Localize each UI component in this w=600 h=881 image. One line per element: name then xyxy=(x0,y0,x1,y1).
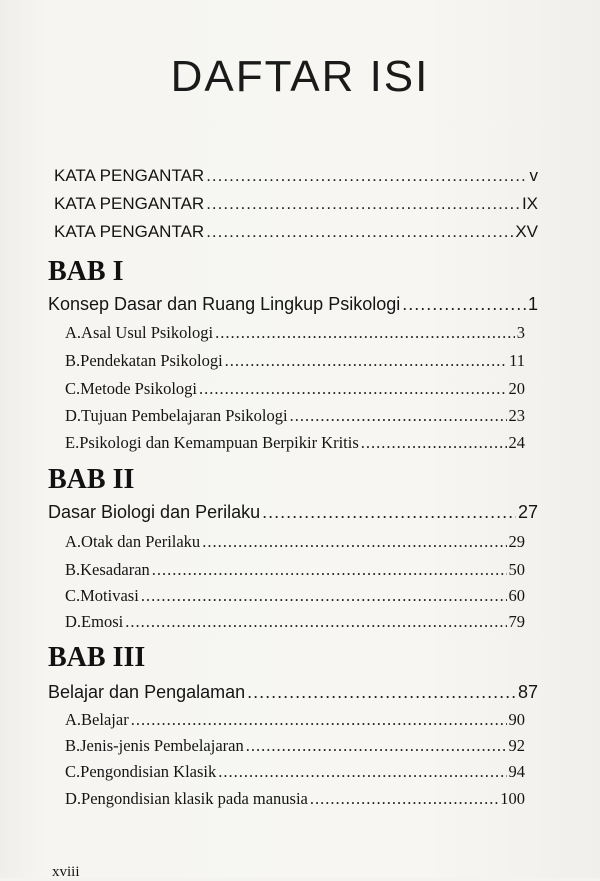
toc-entry-chapter[interactable] xyxy=(48,294,538,315)
toc-entry-label: Belajar xyxy=(81,710,129,729)
toc-entry-front[interactable] xyxy=(54,194,538,214)
toc-entry-label: KATA PENGANTAR xyxy=(54,166,205,185)
toc-entry-label: Pengondisian klasik pada manusia xyxy=(81,789,308,808)
toc-page-number: 3 xyxy=(516,323,525,342)
toc-page-number: 27 xyxy=(517,502,538,522)
dot-leader xyxy=(152,560,507,580)
toc-entry-label: Pengondisian Klasik xyxy=(80,762,217,781)
dot-leader xyxy=(290,406,507,426)
toc-page-number: 50 xyxy=(508,560,525,579)
toc-entry-section[interactable] xyxy=(65,323,525,343)
dot-leader xyxy=(125,612,506,632)
toc-entry-label: Pendekatan Psikologi xyxy=(80,351,223,370)
dot-leader xyxy=(141,586,507,606)
section-letter: C. xyxy=(65,762,81,781)
page-title: DAFTAR ISI xyxy=(170,52,430,101)
toc-page-number: 23 xyxy=(508,406,525,425)
toc-entry-label: Metode Psikologi xyxy=(80,379,198,398)
dot-leader xyxy=(215,323,515,343)
toc-entry-label: KATA PENGANTAR xyxy=(54,222,205,241)
dot-leader xyxy=(206,194,520,214)
toc-page-number: 92 xyxy=(508,736,525,755)
chapter-heading: BAB III xyxy=(48,642,146,673)
toc-page-number: 60 xyxy=(508,586,525,605)
toc-entry-label: Kesadaran xyxy=(80,560,150,579)
dot-leader xyxy=(131,710,507,730)
dot-leader xyxy=(247,682,516,703)
dot-leader xyxy=(246,736,507,756)
toc-entry-section[interactable] xyxy=(65,351,525,371)
toc-entry-label: Psikologi dan Kemampuan Berpikir Kritis xyxy=(79,433,359,452)
toc-entry-label: KATA PENGANTAR xyxy=(54,194,205,213)
toc-entry-label: Jenis-jenis Pembelajaran xyxy=(80,736,244,755)
dot-leader xyxy=(310,789,498,809)
toc-entry-section[interactable] xyxy=(65,789,525,809)
toc-entry-label: Konsep Dasar dan Ruang Lingkup Psikologi xyxy=(48,294,401,314)
chapter-heading: BAB I xyxy=(48,256,124,287)
toc-page-number: v xyxy=(529,166,538,185)
toc-entry-label: Belajar dan Pengalaman xyxy=(48,682,246,702)
toc-entry-label: Otak dan Perilaku xyxy=(81,532,201,551)
toc-page-number: 94 xyxy=(508,762,525,781)
toc-entry-section[interactable] xyxy=(65,586,525,606)
toc-entry-front[interactable] xyxy=(54,222,538,242)
section-letter: C. xyxy=(65,586,81,605)
dot-leader xyxy=(218,762,506,782)
toc-entry-section[interactable] xyxy=(65,560,525,580)
section-letter: D. xyxy=(65,612,82,631)
page-folio: xviii xyxy=(52,864,80,880)
toc-entry-front[interactable] xyxy=(54,166,538,186)
dot-leader xyxy=(402,294,526,315)
toc-entry-section[interactable] xyxy=(65,710,525,730)
toc-entry-section[interactable] xyxy=(65,736,525,756)
toc-page-number: 24 xyxy=(508,433,525,452)
toc-entry-section[interactable] xyxy=(65,612,525,632)
toc-entry-label: Tujuan Pembelajaran Psikologi xyxy=(81,406,288,425)
section-letter: D. xyxy=(65,789,82,808)
toc-entry-label: Dasar Biologi dan Perilaku xyxy=(48,502,261,522)
dot-leader xyxy=(202,532,506,552)
section-letter: B. xyxy=(65,560,81,579)
dot-leader xyxy=(206,166,527,186)
dot-leader xyxy=(199,379,506,399)
toc-entry-section[interactable] xyxy=(65,762,525,782)
dot-leader xyxy=(361,433,507,453)
section-letter: A. xyxy=(65,532,82,551)
toc-page-number: IX xyxy=(521,194,538,213)
toc-entry-section[interactable] xyxy=(65,406,525,426)
toc-page-number: 11 xyxy=(509,351,525,370)
toc-page-number: 1 xyxy=(527,294,538,314)
toc-entry-section[interactable] xyxy=(65,433,525,453)
toc-entry-section[interactable] xyxy=(65,532,525,552)
chapter-heading: BAB II xyxy=(48,464,135,495)
toc-entry-label: Emosi xyxy=(81,612,124,631)
toc-page-number: 29 xyxy=(508,532,525,551)
section-letter: A. xyxy=(65,710,82,729)
section-letter: D. xyxy=(65,406,82,425)
dot-leader xyxy=(225,351,507,371)
toc-page-number: 100 xyxy=(500,789,525,808)
section-letter: E. xyxy=(65,433,80,452)
section-letter: C. xyxy=(65,379,81,398)
toc-page-number: 20 xyxy=(508,379,525,398)
toc-page-number: 90 xyxy=(508,710,525,729)
toc-page-number: XV xyxy=(515,222,538,241)
toc-entry-label: Motivasi xyxy=(80,586,139,605)
toc-page-number: 79 xyxy=(508,612,525,631)
section-letter: B. xyxy=(65,351,81,370)
toc-page-number: 87 xyxy=(517,682,538,702)
dot-leader xyxy=(262,502,516,523)
toc-entry-label: Asal Usul Psikologi xyxy=(81,323,214,342)
section-letter: B. xyxy=(65,736,81,755)
toc-entry-chapter[interactable] xyxy=(48,682,538,703)
dot-leader xyxy=(206,222,513,242)
toc-entry-section[interactable] xyxy=(65,379,525,399)
toc-entry-chapter[interactable] xyxy=(48,502,538,523)
section-letter: A. xyxy=(65,323,82,342)
